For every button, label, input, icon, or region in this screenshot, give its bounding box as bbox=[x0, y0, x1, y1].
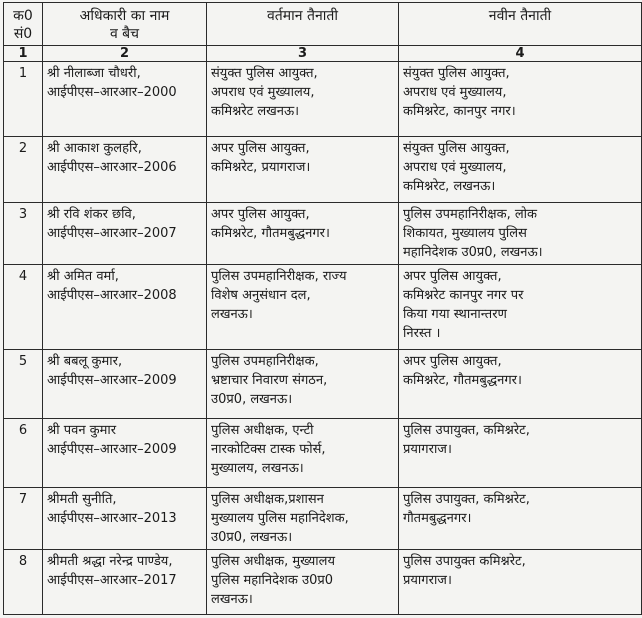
officer-name: श्री पवन कुमार आईपीएस–आरआर–2009 bbox=[43, 419, 207, 488]
new-posting: पुलिस उपायुक्त, कमिश्नरेट, प्रयागराज। bbox=[399, 419, 642, 488]
current-posting: पुलिस अधीक्षक, मुख्यालय पुलिस महानिदेशक उ0प्र0 लखनऊ। bbox=[207, 550, 399, 615]
new-posting: पुलिस उपायुक्त, कमिश्नरेट, गौतमबुद्धनगर। bbox=[399, 488, 642, 550]
column-number: 3 bbox=[207, 46, 399, 62]
table-row bbox=[4, 350, 642, 419]
officer-name: श्रीमती सुनीति, आईपीएस–आरआर–2013 bbox=[43, 488, 207, 550]
column-number: 4 bbox=[399, 46, 642, 62]
serial-no: 3 bbox=[4, 203, 43, 265]
officer-name: श्री रवि शंकर छवि, आईपीएस–आरआर–2007 bbox=[43, 203, 207, 265]
officer-name: श्रीमती श्रद्धा नरेन्द्र पाण्डेय, आईपीएस–आरआर–2017 bbox=[43, 550, 207, 615]
column-number-row bbox=[4, 46, 642, 62]
current-posting: पुलिस उपमहानिरीक्षक, भ्रष्टाचार निवारण संगठन, उ0प्र0, लखनऊ। bbox=[207, 350, 399, 419]
current-posting: अपर पुलिस आयुक्त, कमिश्नरेट, गौतमबुद्धनगर। bbox=[207, 203, 399, 265]
current-posting: पुलिस उपमहानिरीक्षक, राज्य विशेष अनुसंधान दल, लखनऊ। bbox=[207, 265, 399, 350]
new-posting: अपर पुलिस आयुक्त, कमिश्नरेट कानपुर नगर पर किया गया स्थानान्तरण निरस्त । bbox=[399, 265, 642, 350]
officer-name: श्री बबलू कुमार, आईपीएस–आरआर–2009 bbox=[43, 350, 207, 419]
serial-no: 8 bbox=[4, 550, 43, 615]
current-posting: पुलिस अधीक्षक,प्रशासन मुख्यालय पुलिस महानिदेशक, उ0प्र0, लखनऊ। bbox=[207, 488, 399, 550]
serial-no: 6 bbox=[4, 419, 43, 488]
header-current-posting: वर्तमान तैनाती bbox=[207, 3, 399, 46]
table-row bbox=[4, 62, 642, 137]
serial-no: 7 bbox=[4, 488, 43, 550]
new-posting: पुलिस उपायुक्त कमिश्नरेट, प्रयागराज। bbox=[399, 550, 642, 615]
serial-no: 2 bbox=[4, 137, 43, 203]
header-row bbox=[4, 3, 642, 46]
new-posting: अपर पुलिस आयुक्त, कमिश्नरेट, गौतमबुद्धनगर। bbox=[399, 350, 642, 419]
new-posting: संयुक्त पुलिस आयुक्त, अपराध एवं मुख्यालय, कमिश्नरेट, लखनऊ। bbox=[399, 137, 642, 203]
officer-name: श्री नीलाब्जा चौधरी, आईपीएस–आरआर–2000 bbox=[43, 62, 207, 137]
officer-name: श्री अमित वर्मा, आईपीएस–आरआर–2008 bbox=[43, 265, 207, 350]
serial-no: 1 bbox=[4, 62, 43, 137]
table-row bbox=[4, 265, 642, 350]
column-number: 2 bbox=[43, 46, 207, 62]
table-row bbox=[4, 137, 642, 203]
current-posting: अपर पुलिस आयुक्त, कमिश्नरेट, प्रयागराज। bbox=[207, 137, 399, 203]
current-posting: संयुक्त पुलिस आयुक्त, अपराध एवं मुख्यालय, कमिश्नरेट लखनऊ। bbox=[207, 62, 399, 137]
new-posting: संयुक्त पुलिस आयुक्त, अपराध एवं मुख्यालय, कमिश्नरेट, कानपुर नगर। bbox=[399, 62, 642, 137]
table-row bbox=[4, 550, 642, 615]
table-row bbox=[4, 488, 642, 550]
table-row bbox=[4, 203, 642, 265]
header-officer-name: अधिकारी का नाम व बैच bbox=[43, 3, 207, 46]
header-new-posting: नवीन तैनाती bbox=[399, 3, 642, 46]
transfer-table bbox=[3, 2, 642, 615]
column-number: 1 bbox=[4, 46, 43, 62]
serial-no: 4 bbox=[4, 265, 43, 350]
serial-no: 5 bbox=[4, 350, 43, 419]
header-serial-no: क0 सं0 bbox=[4, 3, 43, 46]
new-posting: पुलिस उपमहानिरीक्षक, लोक शिकायत, मुख्यालय पुलिस महानिदेशक उ0प्र0, लखनऊ। bbox=[399, 203, 642, 265]
table-row bbox=[4, 419, 642, 488]
officer-name: श्री आकाश कुलहरि, आईपीएस–आरआर–2006 bbox=[43, 137, 207, 203]
current-posting: पुलिस अधीक्षक, एन्टी नारकोटिक्स टास्क फोर्स, मुख्यालय, लखनऊ। bbox=[207, 419, 399, 488]
